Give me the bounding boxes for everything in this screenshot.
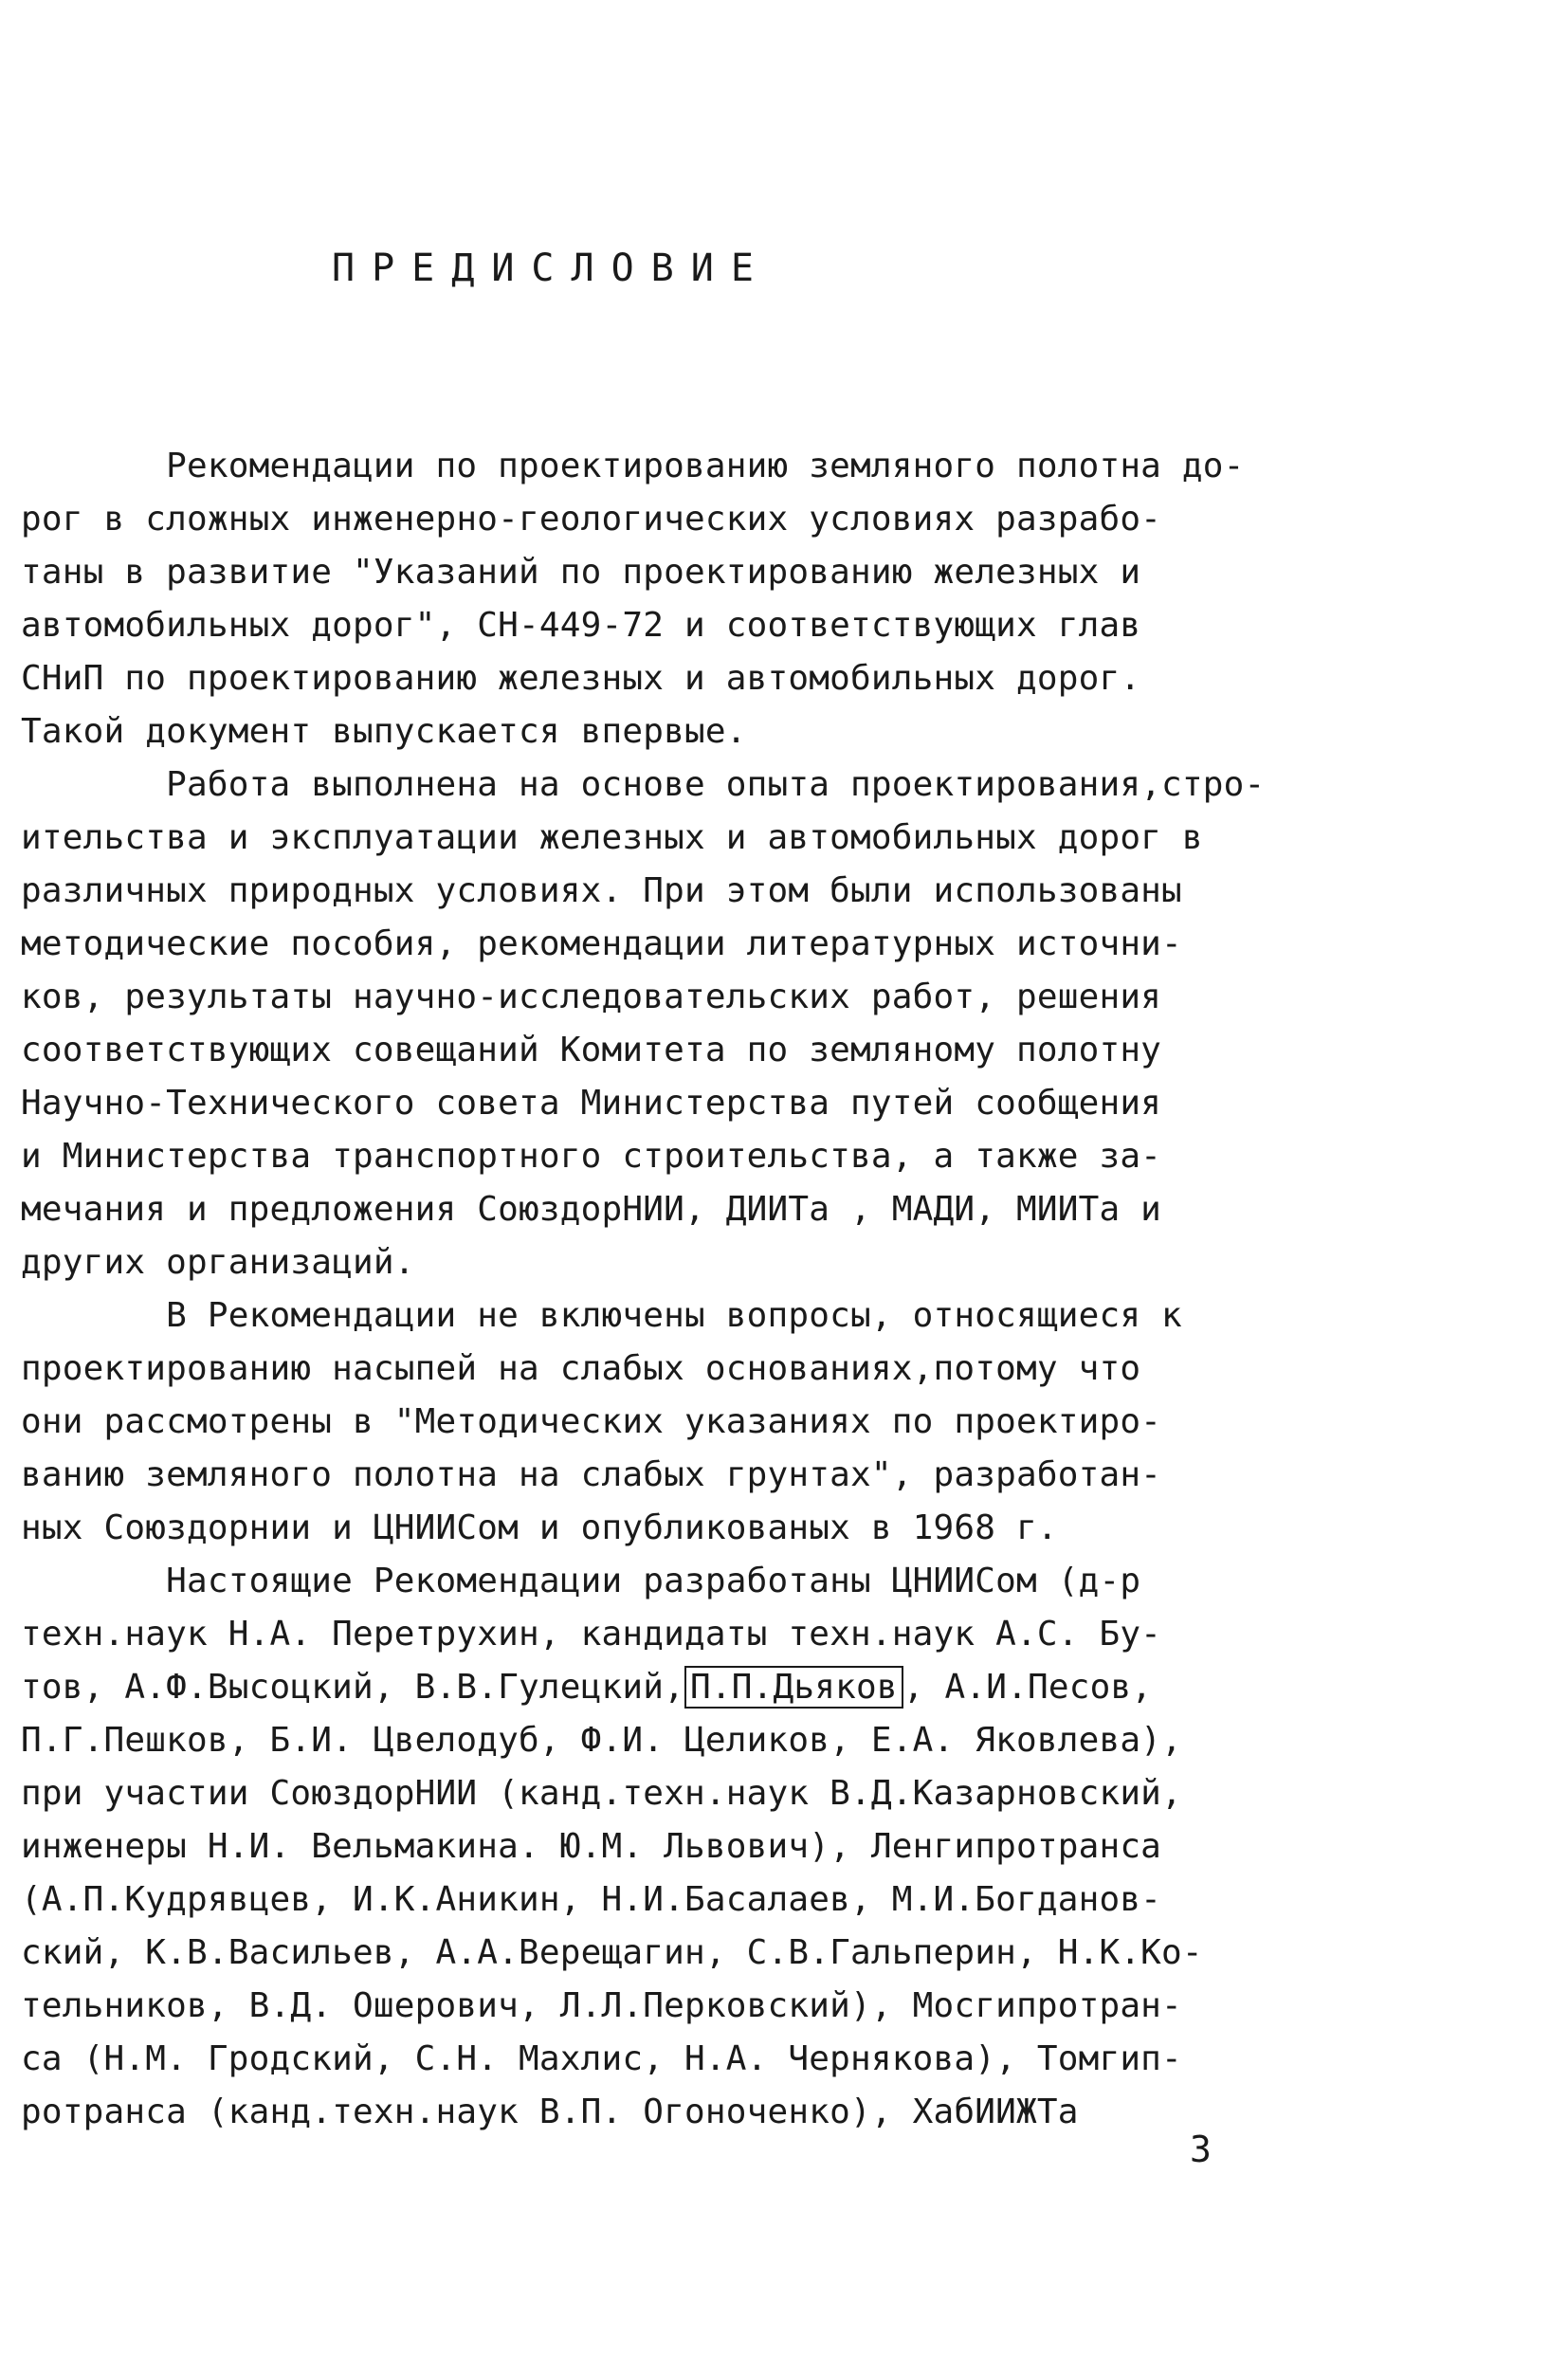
body-text [21,440,1348,2139]
text-line: Научно-Технического совета Министерства путей сообщения [21,1084,1162,1123]
text-line: ных Союздорнии и ЦНИИСом и опубликованых в 1968 г. [21,1508,1058,1547]
text-line: СНиП по проектированию железных и автомобильных дорог. [21,659,1141,698]
text-line: ительства и эксплуатации железных и автомобильных дорог в [21,818,1203,857]
text-line: при участии СоюздорНИИ (канд.техн.наук В.Д.Казарновский, [21,1774,1182,1813]
text-line: В Рекомендации не включены вопросы, относящиеся к [21,1296,1182,1335]
text-line: других организаций. [21,1243,415,1282]
text-line: са (Н.М. Гродский, С.Н. Махлис, Н.А. Чернякова), Томгип- [21,2039,1182,2078]
text-line: таны в развитие "Указаний по проектированию железных и [21,553,1141,592]
text-line: техн.наук Н.А. Перетрухин, кандидаты техн.наук А.С. Бу- [21,1615,1162,1654]
text-line-start: тов, А.Ф.Высоцкий, В.В.Гулецкий, [21,1668,684,1707]
page-title: ПРЕДИСЛОВИЕ [332,247,771,290]
text-line: ротранса (канд.техн.наук В.П. Огоноченко), ХабИИЖТа [21,2093,1079,2131]
text-line-end: , А.И.Песов, [903,1668,1153,1707]
text-line: проектированию насыпей на слабых основаниях,потому что [21,1349,1141,1388]
text-line: Рекомендации по проектированию земляного полотна до- [21,447,1245,485]
boxed-name: П.П.Дьяков [684,1666,903,1709]
text-line: мечания и предложения СоюздорНИИ, ДИИТа , МАДИ, МИИТа и [21,1190,1162,1229]
text-line-with-boxed-name [21,1661,1348,1714]
text-line: Такой документ выпускается впервые. [21,712,747,751]
text-line: соответствующих совещаний Комитета по земляному полотну [21,1031,1162,1069]
text-line: методические пособия, рекомендации литературных источни- [21,924,1182,963]
text-line: и Министерства транспортного строительства, а также за- [21,1137,1162,1176]
text-line: они рассмотрены в "Методических указаниях по проектиро- [21,1402,1162,1441]
text-line: П.Г.Пешков, Б.И. Цвелодуб, Ф.И. Целиков, Е.А. Яковлева), [21,1721,1182,1760]
text-line: ков, результаты научно-исследовательских работ, решения [21,978,1162,1016]
text-line: Работа выполнена на основе опыта проектирования,стро- [21,765,1266,804]
text-line: тельников, В.Д. Ошерович, Л.Л.Перковский), Мосгипротран- [21,1986,1182,2025]
text-line: Настоящие Рекомендации разработаны ЦНИИСом (д-р [21,1562,1141,1600]
text-line: ванию земляного полотна на слабых грунтах", разработан- [21,1455,1162,1494]
text-line: инженеры Н.И. Вельмакина. Ю.М. Львович), Ленгипротранса [21,1827,1162,1866]
page-number: 3 [1190,2129,1212,2170]
text-line: ский, К.В.Васильев, А.А.Верещагин, С.В.Гальперин, Н.К.Ко- [21,1933,1203,1972]
text-line: (А.П.Кудрявцев, И.К.Аникин, Н.И.Басалаев, М.И.Богданов- [21,1880,1162,1919]
text-line: рог в сложных инженерно-геологических условиях разрабо- [21,500,1162,539]
text-line: автомобильных дорог", СН-449-72 и соответствующих глав [21,606,1141,645]
text-line: различных природных условиях. При этом были использованы [21,871,1182,910]
